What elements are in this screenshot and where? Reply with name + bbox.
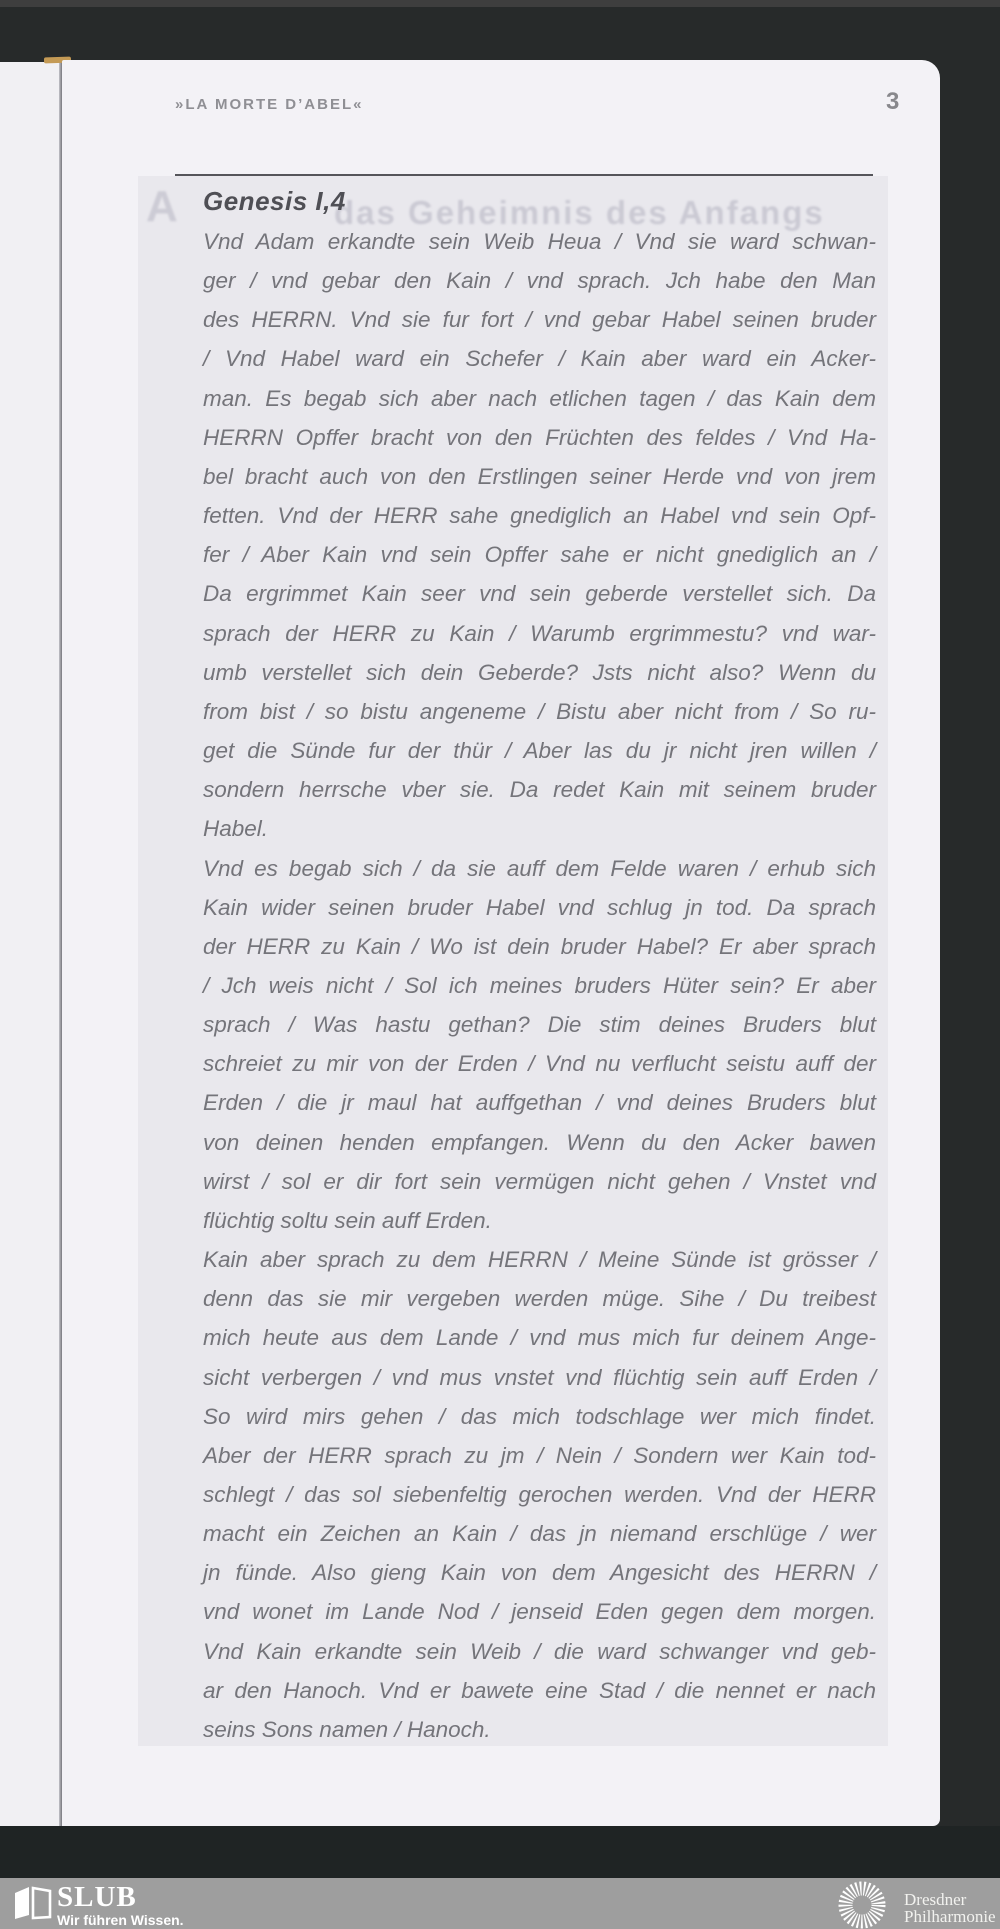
text-line: sprach der HERR zu Kain / Warumb ergrimmestu? vnd war- [203, 620, 876, 646]
text-line: Vnd Kain erkandte sein Weib / die ward schwanger vnd geb- [203, 1638, 876, 1664]
paragraph [203, 849, 876, 1241]
text-line: Kain wider seinen bruder Habel vnd schlug jn tod. Da sprach [203, 894, 876, 920]
text-line: from bist / so bistu angeneme / Bistu aber nicht from / So ru- [203, 698, 876, 724]
scanner-glare [0, 0, 1000, 7]
text-line: ar den Hanoch. Vnd er bawete eine Stad / die nennet er nach [203, 1677, 876, 1703]
text-line: sicht verbergen / vnd mus vnstet vnd flüchtig sein auff Erden / [203, 1364, 876, 1390]
paragraph [203, 1240, 876, 1749]
running-header: »LA MORTE D’ABEL« [175, 96, 364, 113]
text-line: vnd wonet im Lande Nod / jenseid Eden gegen dem morgen. [203, 1599, 876, 1625]
ghost-bleedthrough-heading: das Geheimnis des Anfangs [334, 194, 825, 231]
open-book-icon [12, 1884, 52, 1922]
text-line: schreiet zu mir von der Erden / Vnd nu verflucht seistu auff der [203, 1051, 876, 1077]
text-line: jn fünde. Also gieng Kain von dem Angesicht des HERRN / [203, 1560, 876, 1586]
text-line: wirst / sol er dir fort sein vermügen nicht gehen / Vnstet vnd [203, 1168, 876, 1194]
philharmonie-line2: Philharmonie [904, 1907, 996, 1926]
text-line: fetten. Vnd der HERR sahe gnediglich an Habel vnd sein Opf- [203, 503, 876, 529]
slub-tagline: Wir führen Wissen. [57, 1912, 184, 1928]
page-number: 3 [886, 88, 900, 115]
left-page-edge [0, 62, 59, 1842]
text-line: denn das sie mir vergeben werden müge. Sihe / Du treibest [203, 1286, 876, 1312]
text-line: Da ergrimmet Kain seer vnd sein geberde verstellet sich. Da [203, 581, 876, 607]
body-text [203, 222, 876, 1749]
text-line: flüchtig soltu sein auff Erden. [203, 1207, 492, 1233]
section-heading: Genesis I,4 [203, 186, 346, 216]
text-line: mich heute aus dem Lande / vnd mus mich fur deinem Ange- [203, 1325, 876, 1351]
paragraph [203, 222, 876, 849]
text-line: seins Sons namen / Hanoch. [203, 1716, 491, 1742]
text-line: der HERR zu Kain / Wo ist dein bruder Habel? Er aber sprach [203, 933, 876, 959]
text-line: man. Es begab sich aber nach etlichen tagen / das Kain dem [203, 385, 876, 411]
text-line: Vnd Adam erkandte sein Weib Heua / Vnd sie ward schwan- [203, 229, 876, 254]
text-line: HERRN Opffer bracht von den Früchten des feldes / Vnd Ha- [203, 424, 876, 450]
text-line: So wird mirs gehen / das mich todschlage wer mich findet. [203, 1403, 876, 1429]
text-line: Habel. [203, 816, 269, 842]
scan-shadow-band [0, 1826, 1000, 1878]
philharmonie-line1: Dresdner [904, 1890, 967, 1909]
scanned-page [62, 60, 940, 1826]
text-line: Aber der HERR sprach zu jm / Nein / Sondern wer Kain tod- [203, 1442, 876, 1468]
starburst-ring-icon [836, 1879, 888, 1929]
text-line: / Vnd Habel ward ein Schefer / Kain aber ward ein Acker- [203, 346, 876, 372]
text-line: fer / Aber Kain vnd sein Opffer sahe er nicht gnediglich an / [203, 542, 876, 568]
text-line: des HERRN. Vnd sie fur fort / vnd gebar Habel seinen bruder [203, 307, 876, 333]
text-line: sondern herrsche vber sie. Da redet Kain mit seinem bruder [203, 777, 876, 803]
text-line: bel bracht auch von den Erstlingen seiner Herde vnd von jrem [203, 463, 876, 489]
text-line: / Jch weis nicht / Sol ich meines bruders Hüter sein? Er aber [203, 972, 876, 998]
slub-wordmark: SLUB [57, 1881, 137, 1913]
text-line: Kain aber sprach zu dem HERRN / Meine Sünde ist grösser / [203, 1247, 876, 1273]
text-line: schlegt / das sol siebenfeltig gerochen werden. Vnd der HERR [203, 1482, 876, 1507]
text-line: Erden / die jr maul hat auffgethan / vnd deines Bruders blut [203, 1090, 876, 1116]
text-line: sprach / Was hastu gethan? Die stim deines Bruders blut [203, 1012, 876, 1038]
text-line: von deinen henden empfangen. Wenn du den Acker bawen [203, 1129, 876, 1155]
text-line: umb verstellet sich dein Geberde? Jsts nicht also? Wenn du [203, 659, 876, 685]
text-line: get die Sünde fur der thür / Aber las du jr nicht jren willen / [203, 738, 876, 764]
text-line: ger / vnd gebar den Kain / vnd sprach. Jch habe den Man [203, 268, 876, 294]
ghost-bleedthrough-initial: A [146, 182, 178, 231]
footer-bar [0, 1878, 1000, 1929]
text-line: Vnd es begab sich / da sie auff dem Felde waren / erhub sich [203, 855, 876, 881]
text-line: macht ein Zeichen an Kain / das jn niemand erschlüge / wer [203, 1521, 876, 1547]
philharmonie-wordmark [904, 1891, 996, 1925]
